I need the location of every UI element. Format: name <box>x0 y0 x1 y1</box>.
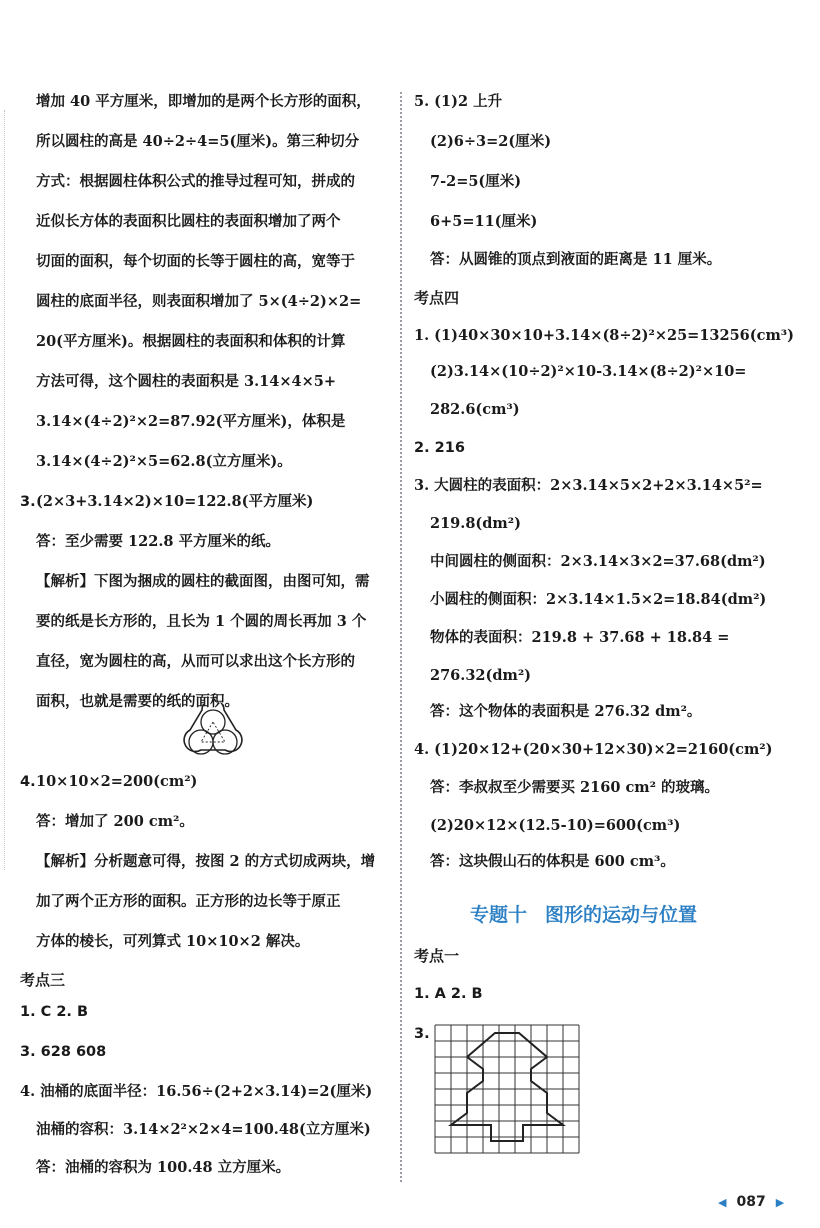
answer-line: 4. 油桶的底面半径：16.56÷(2+2×3.14)=2(厘米) <box>20 1083 373 1100</box>
page-number: 087 <box>736 1194 766 1210</box>
answer-line: 答：李叔叔至少需要买 2160 cm² 的玻璃。 <box>430 779 720 796</box>
column-divider <box>400 92 402 1182</box>
section-heading: 考点四 <box>414 289 460 307</box>
analysis-line: 方体的棱长，可列算式 10×10×2 解决。 <box>36 933 310 950</box>
answer-line: 答：这块假山石的体积是 600 cm³。 <box>430 853 675 870</box>
text-line: 方法可得，这个圆柱的表面积是 3.14×4×5+ <box>36 373 336 390</box>
text-line: 3.14×(4÷2)²×2=87.92(平方厘米)，体积是 <box>36 413 346 430</box>
answer-line: 3. 大圆柱的表面积：2×3.14×5×2+2×3.14×5²= <box>414 477 763 494</box>
answer-line: 7-2=5(厘米) <box>430 173 522 190</box>
answer-line: 答：油桶的容积为 100.48 立方厘米。 <box>36 1159 291 1176</box>
answer-line: 答：这个物体的表面积是 276.32 dm²。 <box>430 703 702 720</box>
answer-line: (2×3+3.14×2)×10=122.8(平方厘米) <box>36 493 314 510</box>
answer-line: 282.6(cm³) <box>430 401 520 418</box>
answer-line: 6+5=11(厘米) <box>430 213 538 230</box>
symmetric-shape <box>451 1033 563 1141</box>
chapter-number: 专题十 <box>470 904 528 926</box>
page-edge <box>4 110 5 870</box>
section-heading: 考点一 <box>414 947 460 965</box>
grid-lines <box>435 1025 579 1153</box>
answer-line: 2. 216 <box>414 440 465 456</box>
analysis-line: 要的纸是长方形的，且长为 1 个圆的周长再加 3 个 <box>36 613 367 630</box>
section-heading: 考点三 <box>20 971 66 989</box>
answer-line: 1. A 2. B <box>414 986 483 1002</box>
pagination <box>718 1194 784 1210</box>
answer-line: 油桶的容积：3.14×2²×2×4=100.48(立方厘米) <box>36 1121 371 1138</box>
text-line: 增加 40 平方厘米，即增加的是两个长方形的面积， <box>36 93 371 110</box>
analysis-line: 直径，宽为圆柱的高，从而可以求出这个长方形的 <box>36 653 355 670</box>
text-line: 圆柱的底面半径，则表面积增加了 5×(4÷2)×2= <box>36 293 362 310</box>
text-line: 方式：根据圆柱体积公式的推导过程可知，拼成的 <box>36 173 355 190</box>
answer-line: 答：至少需要 122.8 平方厘米的纸。 <box>36 533 280 550</box>
next-page-icon[interactable]: ▶ <box>775 1196 785 1209</box>
chapter-title <box>470 900 697 927</box>
answer-line: 答：增加了 200 cm²。 <box>36 813 194 830</box>
text-line: 近似长方体的表面积比圆柱的表面积增加了两个 <box>36 213 341 230</box>
answer-line: 219.8(dm²) <box>430 515 521 532</box>
answer-line: (2)6÷3=2(厘米) <box>430 133 552 150</box>
analysis-line: 【解析】分析题意可得，按图 2 的方式切成两块，增 <box>36 853 376 870</box>
analysis-line: 【解析】下图为捆成的圆柱的截面图，由图可知，需 <box>36 573 370 590</box>
answer-line: 中间圆柱的侧面积：2×3.14×3×2=37.68(dm²) <box>430 553 766 570</box>
answer-line: 物体的表面积：219.8 + 37.68 + 18.84 = <box>430 629 730 646</box>
answer-line: 3. 628 608 <box>20 1044 107 1060</box>
answer-line: 小圆柱的侧面积：2×3.14×1.5×2=18.84(dm²) <box>430 591 767 608</box>
answer-line: 5. (1)2 上升 <box>414 93 503 110</box>
answer-line: 1. (1)40×30×10+3.14×(8÷2)²×25=13256(cm³) <box>414 327 795 344</box>
answer-line: 10×10×2=200(cm²) <box>36 773 198 790</box>
question-number: 3. <box>414 1026 430 1042</box>
chapter-name: 图形的运动与位置 <box>545 904 698 926</box>
question-number: 4. <box>20 774 36 790</box>
grid-drawing-figure <box>434 1024 582 1162</box>
text-line: 3.14×(4÷2)²×5=62.8(立方厘米)。 <box>36 453 292 470</box>
answer-line: 276.32(dm²) <box>430 667 532 684</box>
answer-line: (2)20×12×(12.5-10)=600(cm³) <box>430 817 681 834</box>
answer-line: 4. (1)20×12+(20×30+12×30)×2=2160(cm²) <box>414 741 773 758</box>
question-number: 3. <box>20 494 36 510</box>
analysis-line: 加了两个正方形的面积。正方形的边长等于原正 <box>36 893 341 910</box>
analysis-line: 面积，也就是需要的纸的面积。 <box>36 693 239 710</box>
prev-page-icon[interactable]: ◀ <box>718 1196 727 1209</box>
answer-line: (2)3.14×(10÷2)²×10-3.14×(8÷2)²×10= <box>430 363 747 380</box>
circles-cross-section-figure <box>180 704 246 764</box>
answer-line: 答：从圆锥的顶点到液面的距离是 11 厘米。 <box>430 251 722 268</box>
text-line: 所以圆柱的高是 40÷2÷4=5(厘米)。第三种切分 <box>36 133 360 150</box>
text-line: 切面的面积，每个切面的长等于圆柱的高，宽等于 <box>36 253 355 270</box>
text-line: 20(平方厘米)。根据圆柱的表面积和体积的计算 <box>36 333 346 350</box>
answer-line: 1. C 2. B <box>20 1004 89 1020</box>
